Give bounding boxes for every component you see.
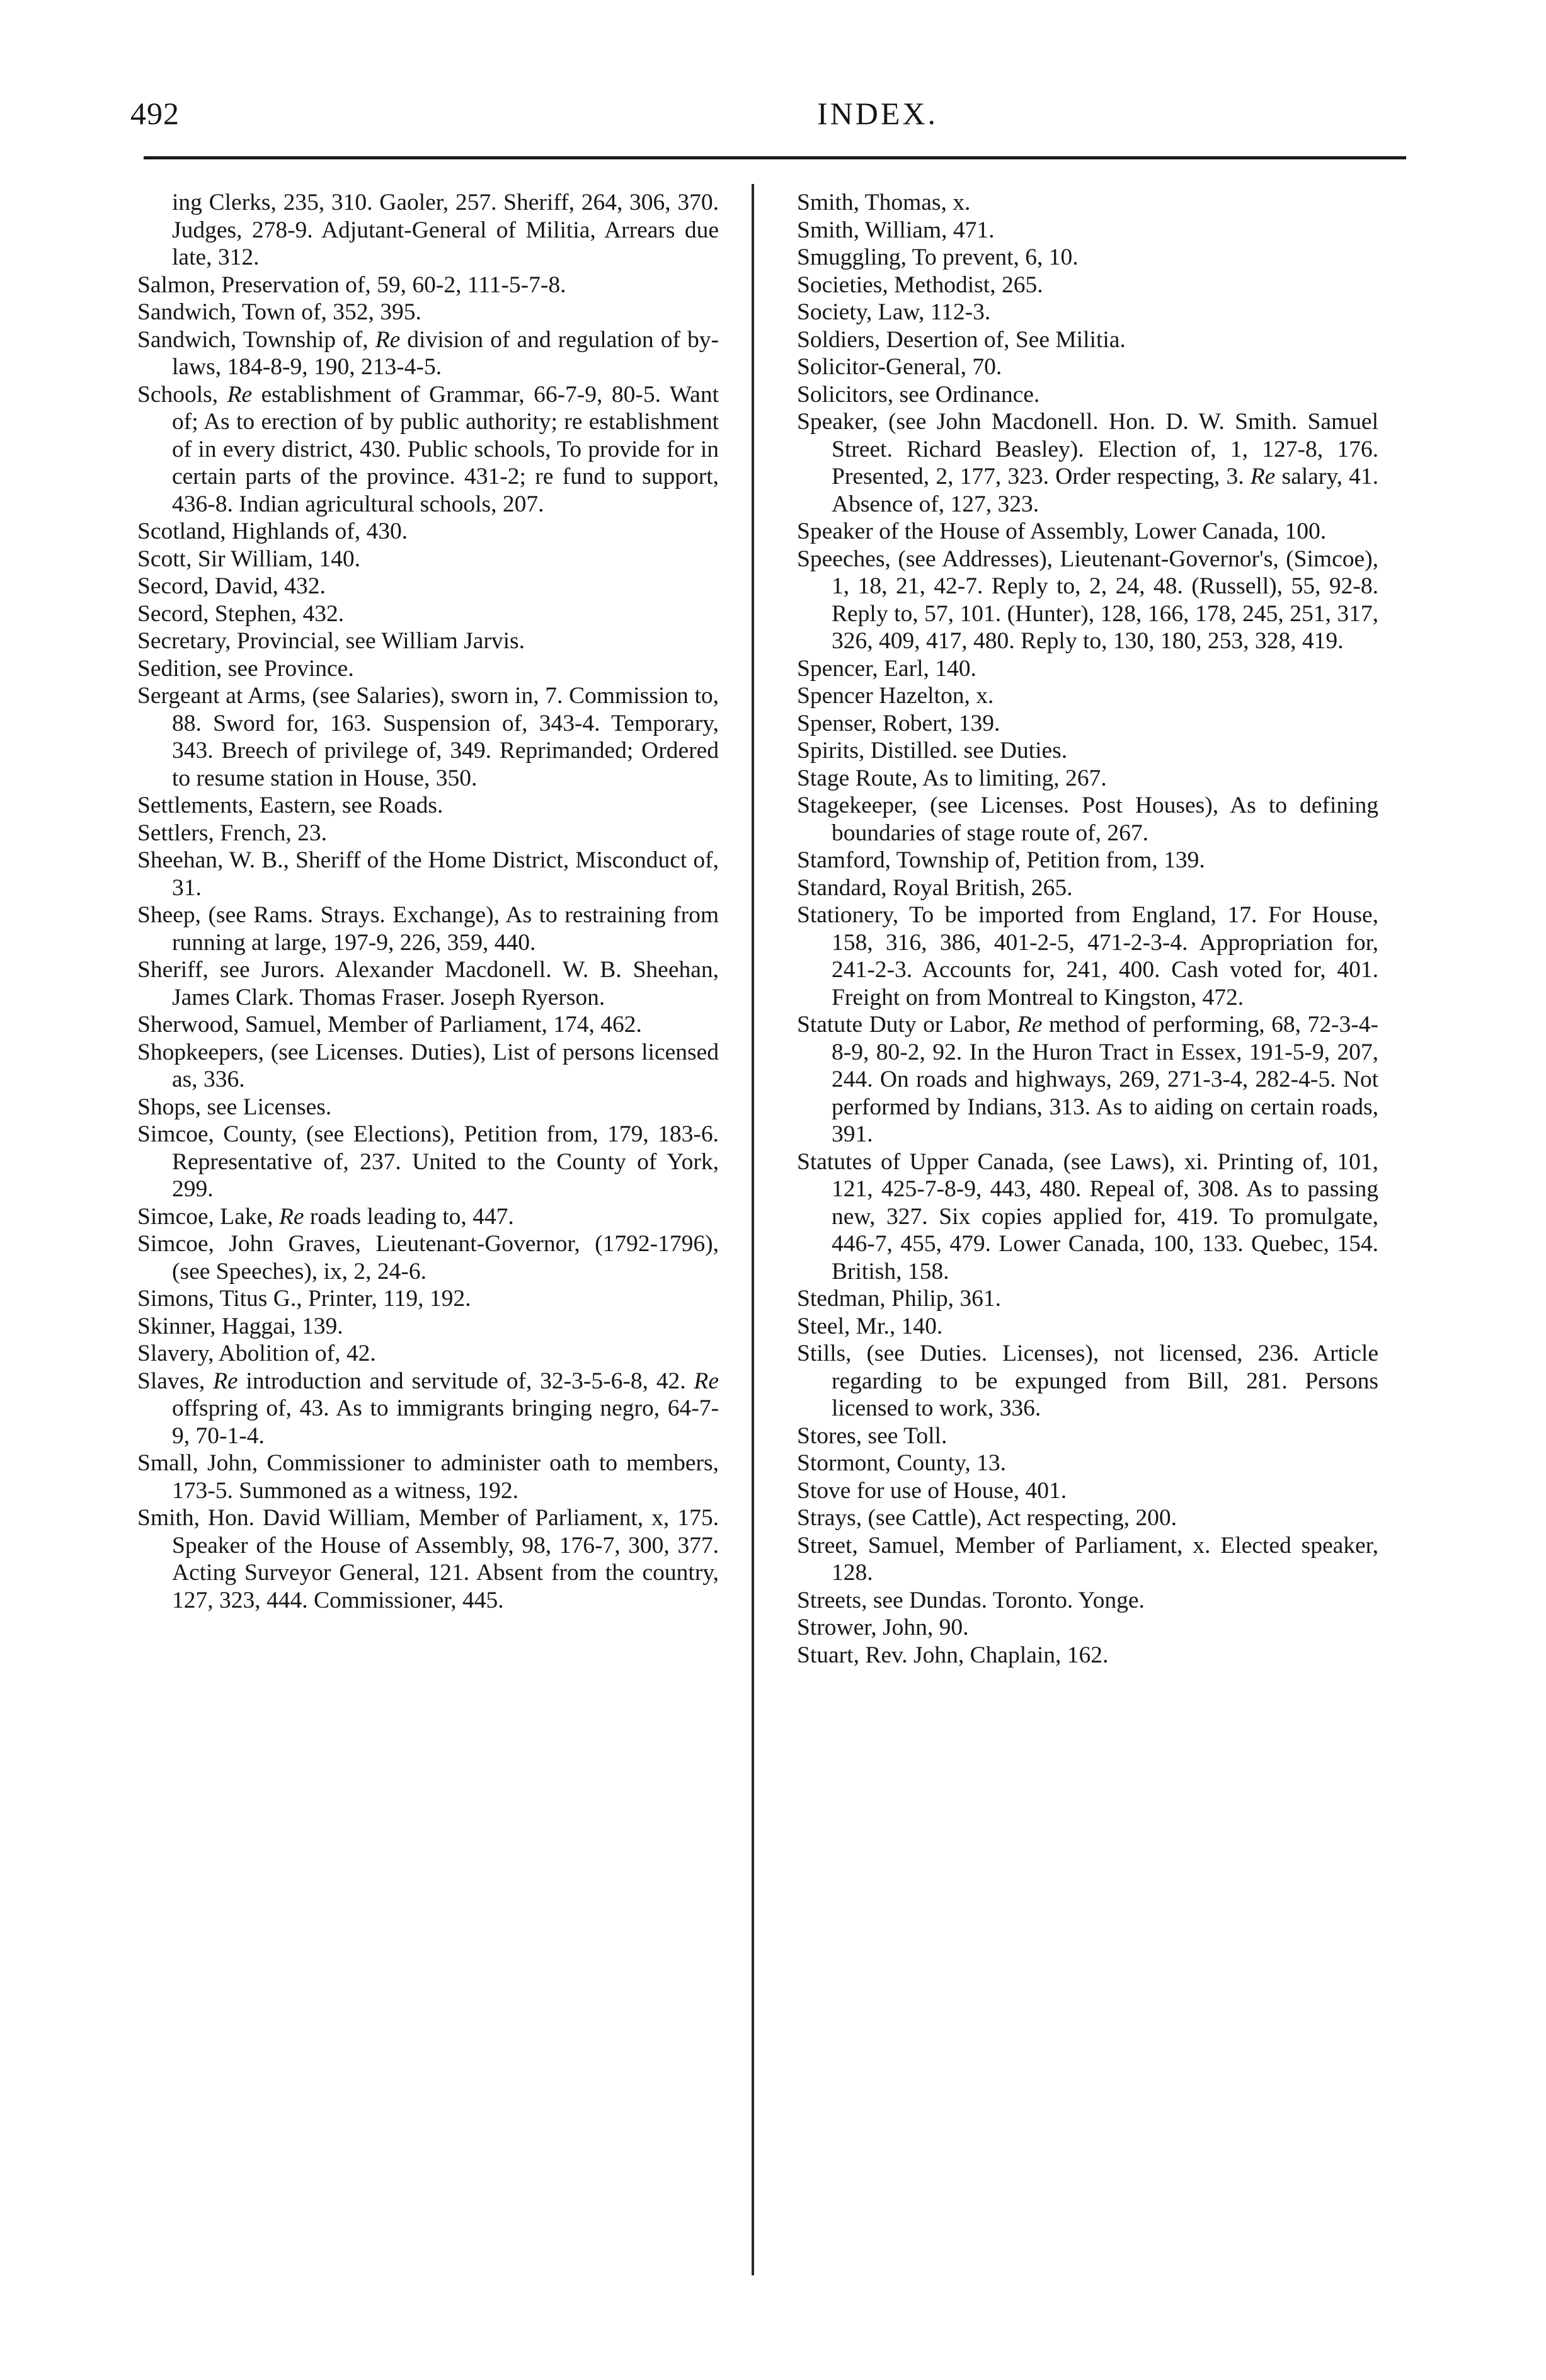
index-entry: Stationery, To be imported from England, 17. For House, 158, 316, 386, 401-2-5, 471-2-3-4. Appropriation for, 241-2-3. Accounts for, 241, 400. Cash voted for, 401. Freight on from Montreal to Kingston, 472.	[797, 902, 1378, 1010]
index-entry: Sandwich, Town of, 352, 395.	[137, 299, 421, 325]
index-entry: Stamford, Township of, Petition from, 139.	[797, 847, 1205, 873]
index-entry: Sedition, see Province.	[137, 655, 354, 682]
index-entry: Slavery, Abolition of, 42.	[137, 1341, 376, 1366]
index-entry: Statutes of Upper Canada, (see Laws), xi. Printing of, 101, 121, 425-7-8-9, 443, 480. Repeal of, 308. As to passing new, 327. Six copies applied for, 419. To promulgate, 446-7, 455, 479. Lower Canada, 100, 133. Quebec, 154. British, 158.	[797, 1148, 1378, 1284]
index-entry: Spencer, Earl, 140.	[797, 655, 976, 682]
index-entry: Smith, William, 471.	[797, 217, 995, 243]
index-entry: Spencer Hazelton, x.	[797, 683, 994, 709]
index-entry: Speaker of the House of Assembly, Lower Canada, 100.	[797, 518, 1327, 544]
index-column-right	[797, 189, 1378, 1669]
index-entry: Stage Route, As to limiting, 267.	[797, 765, 1107, 791]
index-entry: Soldiers, Desertion of, See Militia.	[797, 326, 1126, 353]
index-entry: Secretary, Provincial, see William Jarvis.	[137, 628, 525, 654]
index-entry: Settlers, French, 23.	[137, 820, 327, 846]
index-entry: Societies, Methodist, 265.	[797, 272, 1043, 298]
index-entry: Sherwood, Samuel, Member of Parliament, 174, 462.	[137, 1012, 642, 1038]
index-entry: Steel, Mr., 140.	[797, 1313, 943, 1339]
index-entry: Street, Samuel, Member of Parliament, x. Elected speaker, 128.	[797, 1532, 1378, 1586]
index-entry: Simons, Titus G., Printer, 119, 192.	[137, 1286, 471, 1312]
index-entry: Streets, see Dundas. Toronto. Yonge.	[797, 1587, 1145, 1613]
index-entry: Stagekeeper, (see Licenses. Post Houses), As to defining boundaries of stage route of, 267.	[797, 792, 1378, 846]
index-entry: Stores, see Toll.	[797, 1422, 948, 1449]
index-entry: Stills, (see Duties. Licenses), not licensed, 236. Article regarding to be expunged from Bill, 281. Persons licensed to work, 336.	[797, 1341, 1378, 1421]
index-entry: Settlements, Eastern, see Roads.	[137, 792, 444, 818]
page-header	[130, 94, 1390, 145]
index-entry: Sandwich, Township of, Re division of and regulation of by-laws, 184-8-9, 190, 213-4-5.	[137, 326, 719, 380]
index-column-left	[137, 189, 719, 1614]
running-head-title: INDEX.	[817, 96, 939, 131]
index-entry: Society, Law, 112-3.	[797, 299, 991, 325]
index-entry: Sergeant at Arms, (see Salaries), sworn in, 7. Commission to, 88. Sword for, 163. Suspension of, 343-4. Temporary, 343. Breech of privilege of, 349. Reprimanded; Ordered to resume station in House, 350.	[137, 683, 719, 791]
index-entry: Stedman, Philip, 361.	[797, 1286, 1001, 1312]
column-divider	[752, 184, 754, 2275]
index-entry: Scotland, Highlands of, 430.	[137, 518, 408, 544]
index-entry: Spirits, Distilled. see Duties.	[797, 738, 1068, 764]
index-entry: Smith, Hon. David William, Member of Parliament, x, 175. Speaker of the House of Assembly, 98, 176-7, 300, 377. Acting Surveyor General, 121. Absent from the country, 127, 323, 444. Commissioner, 445.	[137, 1505, 719, 1613]
index-entry: ing Clerks, 235, 310. Gaoler, 257. Sheriff, 264, 306, 370. Judges, 278-9. Adjutant-General of Militia, Arrears due late, 312.	[172, 190, 719, 270]
index-entry: Skinner, Haggai, 139.	[137, 1313, 343, 1339]
index-entry: Shops, see Licenses.	[137, 1094, 332, 1120]
header-rule	[144, 156, 1406, 159]
page-number: 492	[130, 96, 180, 131]
index-entry: Smith, Thomas, x.	[797, 190, 971, 215]
index-entry: Simcoe, John Graves, Lieutenant-Governor, (1792-1796), (see Speeches), ix, 2, 24-6.	[137, 1231, 719, 1284]
index-entry: Sheehan, W. B., Sheriff of the Home District, Misconduct of, 31.	[137, 847, 719, 901]
index-entry: Smuggling, To prevent, 6, 10.	[797, 244, 1079, 270]
index-entry: Stuart, Rev. John, Chaplain, 162.	[797, 1642, 1109, 1668]
index-entry: Scott, Sir William, 140.	[137, 546, 361, 572]
index-entry: Slaves, Re introduction and servitude of, 32-3-5-6-8, 42. Re offspring of, 43. As to immigrants bringing negro, 64-7-9, 70-1-4.	[137, 1368, 719, 1449]
index-entry: Spenser, Robert, 139.	[797, 710, 1000, 736]
index-entry: Simcoe, Lake, Re roads leading to, 447.	[137, 1203, 514, 1230]
index-entry: Solicitor-General, 70.	[797, 354, 1002, 380]
index-entry: Simcoe, County, (see Elections), Petition from, 179, 183-6. Representative of, 237. United to the County of York, 299.	[137, 1121, 719, 1202]
index-entry: Small, John, Commissioner to administer oath to members, 173-5. Summoned as a witness, 192.	[137, 1450, 719, 1504]
index-entry: Speaker, (see John Macdonell. Hon. D. W. Smith. Samuel Street. Richard Beasley). Election of, 1, 127-8, 176. Presented, 2, 177, 323. Order respecting, 3. Re salary, 41. Absence of, 127, 323.	[797, 409, 1378, 517]
index-entry: Strower, John, 90.	[797, 1615, 969, 1640]
index-entry: Salmon, Preservation of, 59, 60-2, 111-5-7-8.	[137, 272, 566, 298]
index-entry: Stove for use of House, 401.	[797, 1477, 1067, 1504]
index-entry: Shopkeepers, (see Licenses. Duties), List of persons licensed as, 336.	[137, 1039, 719, 1092]
index-entry: Secord, David, 432.	[137, 573, 326, 599]
index-entry: Sheep, (see Rams. Strays. Exchange), As to restraining from running at large, 197-9, 226, 359, 440.	[137, 902, 719, 956]
index-entry: Schools, Re establishment of Grammar, 66-7-9, 80-5. Want of; As to erection of by public authority; re establishment of in every district, 430. Public schools, To provide for in certain parts of the province. 431-2; re fund to support, 436-8. Indian agricultural schools, 207.	[137, 381, 719, 517]
index-entry: Stormont, County, 13.	[797, 1450, 1006, 1476]
index-entry: Solicitors, see Ordinance.	[797, 381, 1040, 408]
index-entry: Sheriff, see Jurors. Alexander Macdonell. W. B. Sheehan, James Clark. Thomas Fraser. Joseph Ryerson.	[137, 957, 719, 1010]
index-entry: Standard, Royal British, 265.	[797, 874, 1073, 901]
index-entry: Statute Duty or Labor, Re method of performing, 68, 72-3-4-8-9, 80-2, 92. In the Huron Tract in Essex, 191-5-9, 207, 244. On roads and highways, 269, 271-3-4, 282-4-5. Not performed by Indians, 313. As to aiding on certain roads, 391.	[797, 1012, 1378, 1147]
index-entry: Strays, (see Cattle), Act respecting, 200.	[797, 1505, 1177, 1531]
index-entry: Secord, Stephen, 432.	[137, 600, 345, 627]
index-entry: Speeches, (see Addresses), Lieutenant-Governor's, (Simcoe), 1, 18, 21, 42-7. Reply to, 2, 24, 48. (Russell), 55, 92-8. Reply to, 57, 101. (Hunter), 128, 166, 178, 245, 251, 317, 326, 409, 417, 480. Reply to, 130, 180, 253, 328, 419.	[797, 546, 1378, 654]
